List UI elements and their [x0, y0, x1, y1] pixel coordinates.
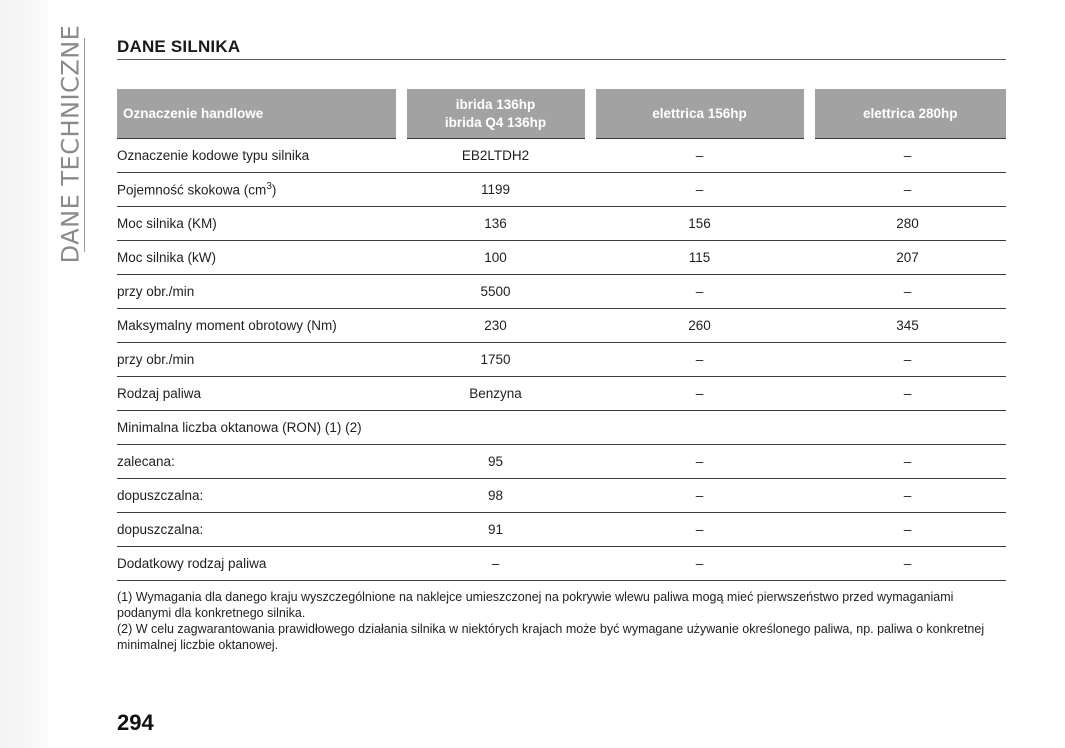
row-label-text: dopuszczalna:	[117, 522, 204, 537]
row-label-text: Pojemność skokowa (cm	[117, 182, 267, 198]
row-label	[117, 479, 401, 513]
header-line: ibrida Q4 136hp	[444, 114, 547, 130]
row-value: –	[590, 479, 809, 513]
row-label-superscript: 3	[266, 181, 272, 193]
page-edge-shadow	[0, 0, 48, 748]
engine-spec-table-body	[117, 139, 1006, 581]
row-label	[117, 411, 401, 445]
row-value: 1750	[401, 343, 590, 377]
page-number: 294	[117, 710, 154, 735]
table-row	[117, 547, 1006, 581]
row-label-text: Oznaczenie kodowe typu silnika	[117, 148, 310, 163]
chapter-side-rule	[84, 38, 85, 252]
row-value: –	[809, 513, 1006, 547]
table-row	[117, 445, 1006, 479]
row-value: –	[590, 343, 809, 377]
row-label-text: Dodatkowy rodzaj paliwa	[117, 556, 267, 571]
row-value: 207	[809, 241, 1006, 275]
row-value: –	[590, 547, 809, 581]
header-line: elettrica 156hp	[652, 105, 747, 121]
row-value: –	[590, 173, 809, 207]
row-value: 5500	[401, 275, 590, 309]
row-label-text: zalecana:	[117, 454, 175, 469]
header-elettrica-280	[809, 89, 1006, 139]
row-value: –	[809, 173, 1006, 207]
row-value: –	[590, 275, 809, 309]
row-label	[117, 173, 401, 207]
row-value: 280	[809, 207, 1006, 241]
header-elettrica-156	[590, 89, 809, 139]
row-label-text: dopuszczalna:	[117, 488, 204, 503]
row-label	[117, 513, 401, 547]
section-title: DANE SILNIKA	[117, 37, 241, 56]
table-row	[117, 411, 1006, 445]
row-label-text: przy obr./min	[117, 352, 195, 367]
chapter-side-title-text: DANE TECHNICZNE	[56, 24, 85, 264]
header-trade-designation	[117, 89, 401, 139]
row-value: 91	[401, 513, 590, 547]
table-row	[117, 377, 1006, 411]
footnotes	[117, 589, 1006, 653]
header-ibrida	[401, 89, 590, 139]
row-value: 115	[590, 241, 809, 275]
table-row	[117, 343, 1006, 377]
section-title-rule	[117, 59, 1006, 60]
row-value: 100	[401, 241, 590, 275]
table-row	[117, 309, 1006, 343]
row-value: –	[809, 343, 1006, 377]
row-label	[117, 139, 401, 173]
header-line: ibrida 136hp	[455, 96, 536, 112]
table-row	[117, 241, 1006, 275]
row-label-suffix: )	[271, 182, 277, 198]
row-value: 156	[590, 207, 809, 241]
table-row	[117, 275, 1006, 309]
row-value	[401, 411, 590, 445]
table-row	[117, 479, 1006, 513]
footnote-1: (1) Wymagania dla danego kraju wyszczególnione na naklejce umieszczonej na pokrywie wlewu paliwa mogą mieć pierwszeństwo przed wymaganiami podanymi dla konkretnego silnika.	[117, 590, 954, 620]
row-value: Benzyna	[401, 377, 590, 411]
row-value: 98	[401, 479, 590, 513]
row-label	[117, 275, 401, 309]
row-label-text: Moc silnika (KM)	[117, 216, 217, 231]
row-value: –	[809, 139, 1006, 173]
row-value: –	[809, 547, 1006, 581]
row-label	[117, 309, 401, 343]
table-row	[117, 139, 1006, 173]
row-label	[117, 207, 401, 241]
header-line: elettrica 280hp	[862, 105, 958, 121]
row-label-text: przy obr./min	[117, 284, 195, 299]
row-value: 95	[401, 445, 590, 479]
row-value	[809, 411, 1006, 445]
row-value: 230	[401, 309, 590, 343]
row-label	[117, 547, 401, 581]
table-header-row	[117, 89, 1006, 139]
row-label	[117, 241, 401, 275]
header-line: Oznaczenie handlowe	[123, 105, 264, 121]
row-value: –	[809, 445, 1006, 479]
row-value: EB2LTDH2	[401, 139, 590, 173]
row-value: 1199	[401, 173, 590, 207]
row-value: 345	[809, 309, 1006, 343]
row-label	[117, 377, 401, 411]
row-value: –	[590, 513, 809, 547]
table-row	[117, 207, 1006, 241]
row-label-text: Moc silnika (kW)	[117, 250, 217, 265]
engine-spec-table	[117, 89, 1006, 581]
row-value: –	[809, 275, 1006, 309]
row-value: –	[401, 547, 590, 581]
row-value	[590, 411, 809, 445]
footnote-2: (2) W celu zagwarantowania prawidłowego działania silnika w niektórych krajach może być wymagane używanie określonego paliwa, np. paliwa o konkretnej minimalnej liczbie oktanowej.	[117, 622, 985, 652]
row-value: –	[809, 479, 1006, 513]
row-value: –	[809, 377, 1006, 411]
table-row	[117, 513, 1006, 547]
row-value: 136	[401, 207, 590, 241]
row-label-text: Minimalna liczba oktanowa (RON) (1) (2)	[117, 420, 362, 435]
row-value: –	[590, 445, 809, 479]
row-value: 260	[590, 309, 809, 343]
row-value: –	[590, 377, 809, 411]
row-label-text: Rodzaj paliwa	[117, 386, 202, 401]
table-row	[117, 173, 1006, 207]
row-label	[117, 445, 401, 479]
row-value: –	[590, 139, 809, 173]
chapter-side-title	[52, 24, 88, 264]
row-label	[117, 343, 401, 377]
row-label-text: Maksymalny moment obrotowy (Nm)	[117, 318, 337, 333]
